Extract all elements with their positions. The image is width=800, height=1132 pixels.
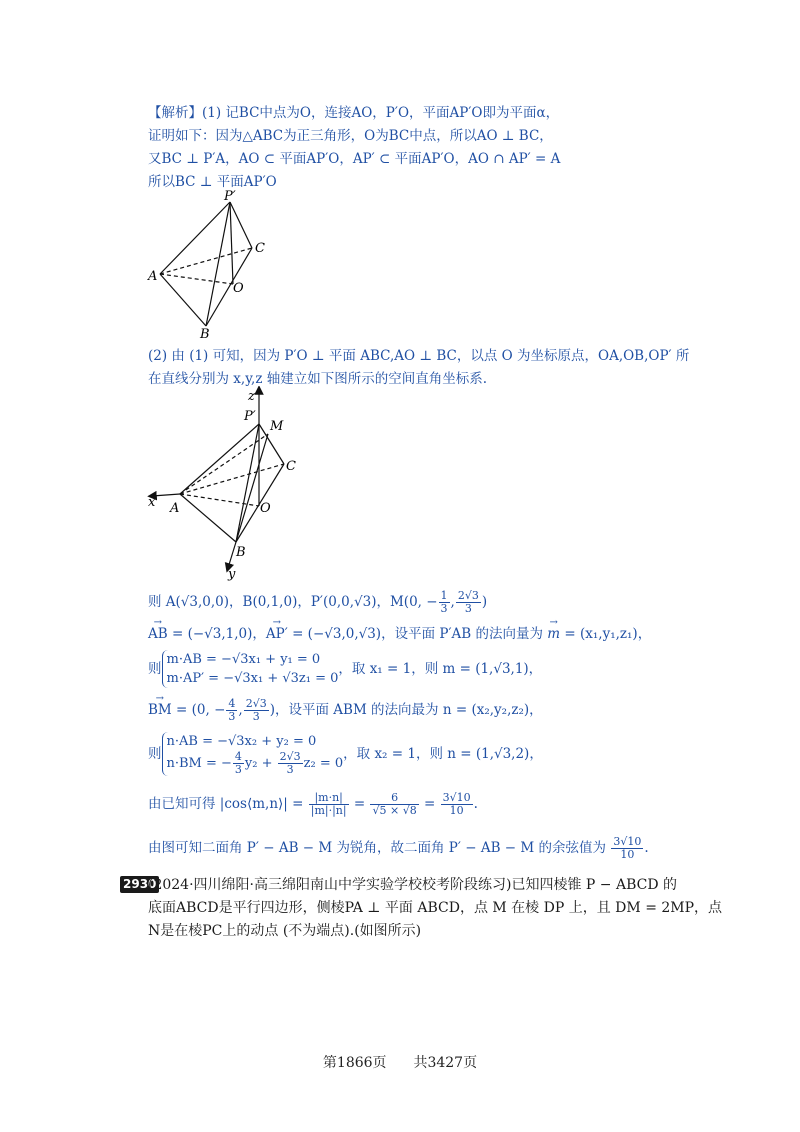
edge-pc [230, 202, 252, 248]
fraction-den: 3 [228, 710, 236, 723]
fraction-num: 2√3 [245, 697, 267, 710]
vector-bm-sep: , [238, 702, 243, 718]
vector-m: → m [547, 624, 560, 644]
system-1 [162, 650, 339, 688]
system-1-eq2: m·AP′ = −√3x₁ + √3z₁ = 0 [166, 671, 339, 686]
cos-end: . [473, 796, 478, 812]
fraction-den: 3 [464, 602, 472, 615]
fraction-den: 3 [252, 710, 260, 723]
edge-pb [206, 202, 230, 326]
fraction-den: 3 [440, 602, 448, 615]
fraction-two-root3-third [456, 590, 481, 615]
fraction-num: 2√3 [457, 589, 479, 602]
label-b: B [236, 545, 246, 560]
edge-ao [160, 274, 233, 284]
question-line-3: N是在棱PC上的动点 (不为端点).(如图所示) [148, 923, 422, 939]
coordinates-line [148, 590, 487, 615]
fraction-six [370, 792, 418, 817]
label-m: M [270, 419, 284, 434]
fraction-num: 4 [234, 750, 242, 763]
vector-bm-open: = (0, − [171, 702, 226, 718]
fraction-four-third [226, 698, 237, 723]
coords-m-close: ) [481, 594, 488, 610]
system-2-eq2 [167, 751, 344, 776]
cos-eq: = [349, 796, 370, 812]
label-p: P′ [244, 409, 256, 424]
label-z: z [248, 389, 255, 404]
eq2-part-a: n·BM = − [166, 756, 232, 771]
y-axis [228, 542, 236, 568]
edge-bc [206, 248, 252, 326]
solution-line-3: 又BC ⊥ P′A，AO ⊂ 平面AP′O，AP′ ⊂ 平面AP′O，AO ∩ AP′ = A [148, 151, 561, 167]
coords-sep: , [450, 594, 455, 610]
question-line-2: 底面ABCD是平行四边形，侧棱PA ⊥ 平面 ABCD，点 M 在棱 DP 上，且 DM = 2MP，点 [148, 900, 723, 916]
cos-eq2: = [419, 796, 440, 812]
fraction-num: 3√10 [613, 835, 642, 848]
fraction-num: 4 [228, 697, 236, 710]
system-2-result: ，取 x₂ = 1，则 n = (1,√3,2)， [343, 746, 543, 762]
final-end: . [644, 840, 649, 856]
fraction-den: |m|·|n| [310, 804, 347, 817]
system-2 [162, 732, 344, 776]
fraction-four-third [233, 751, 244, 776]
vectors-line [148, 624, 651, 644]
fraction-num: 6 [370, 792, 418, 805]
label-c: C [255, 241, 265, 256]
system-1-eq1: m·AB = −√3x₁ + y₁ = 0 [166, 652, 321, 667]
edge-ac [160, 248, 252, 274]
coordinate-figure-2 [140, 386, 310, 582]
solution-line-2: 证明如下：因为△ABC为正三角形，O为BC中点，所以AO ⊥ BC， [148, 128, 553, 144]
fraction-den: 10 [449, 804, 464, 817]
solution-line-5: (2) 由 (1) 可知，因为 P′O ⊥ 平面 ABC,AO ⊥ BC，以点 O 为坐标原点，OA,OB,OP′ 所 [148, 348, 690, 364]
fraction-num: 2√3 [279, 750, 301, 763]
label-c: C [286, 459, 296, 474]
eq2-part-b: y₂ + [244, 756, 277, 771]
final-prefix: 由图可知二面角 P′ − AB − M 为锐角，故二面角 P′ − AB − M 的余弦值为 [148, 840, 611, 856]
fraction-two-root3-third [278, 751, 303, 776]
question-number-badge: 2930 [120, 876, 159, 893]
edge-po [230, 202, 233, 284]
cos-prefix: 由已知可得 |cos⟨m,n⟩| = [148, 796, 308, 812]
fraction-den: 3 [286, 763, 294, 776]
label-a: A [148, 269, 158, 284]
system-2-eq1: n·AB = −√3x₂ + y₂ = 0 [166, 734, 317, 749]
label-o: O [233, 281, 244, 296]
solution-line-4: 所以BC ⊥ 平面AP′O [148, 174, 277, 190]
fraction-two-root3-third [244, 698, 269, 723]
system-1-result: ，取 x₁ = 1，则 m = (1,√3,1)， [338, 661, 543, 677]
vector-bm-line [148, 698, 543, 723]
page-number: 第1866页 [322, 1055, 387, 1071]
label-a: A [170, 501, 180, 516]
edge-bm [236, 434, 268, 542]
vector-ap: → AP′ [266, 624, 288, 644]
fraction-num: 1 [440, 589, 448, 602]
label-o: O [260, 501, 271, 516]
fraction-num: 3√10 [442, 791, 471, 804]
fraction-num: |m·n| [309, 792, 349, 805]
vector-m-def: = (x₁,y₁,z₁)， [560, 626, 652, 642]
system-1-line [148, 650, 542, 688]
edge-ab [160, 274, 206, 326]
vector-bm-close: )，设平面 ABM 的法向最为 n = (x₂,y₂,z₂)， [269, 702, 543, 718]
solution-line-1: 【解析】(1) 记BC中点为O，连接AO，P′O，平面AP′O即为平面α， [148, 105, 560, 121]
edge-ab [180, 494, 236, 542]
edge-pa [160, 202, 230, 274]
fraction-cos-formula [309, 792, 349, 817]
vector-bm: → BM [148, 700, 172, 720]
x-axis [152, 494, 180, 496]
tetrahedron-figure-1 [140, 188, 280, 340]
fraction-den: 3 [234, 763, 242, 776]
vector-ab: → AB [148, 624, 168, 644]
fraction-result [441, 792, 473, 817]
label-p: P′ [224, 189, 236, 204]
label-b: B [200, 327, 210, 340]
label-y: y [228, 567, 236, 582]
eq2-part-c: z₂ = 0 [303, 756, 344, 771]
coords-m-open: (0, − [403, 594, 438, 610]
system-2-line [148, 732, 543, 776]
question-line-1: (2024·四川绵阳·高三绵阳南山中学实验学校校考阶段练习)已知四棱锥 P − ABCD 的 [148, 877, 677, 893]
label-x: x [148, 495, 156, 510]
system-prefix: 则 [148, 661, 162, 677]
total-pages: 共3427页 [413, 1055, 478, 1071]
vector-ap-value: = (−√3,0,√3)，设平面 P′AB 的法向量为 [287, 626, 548, 642]
system-prefix: 则 [148, 746, 162, 762]
final-answer-line [148, 836, 649, 861]
page-footer [0, 1052, 800, 1072]
fraction-final [611, 836, 643, 861]
fraction-one-third [439, 590, 450, 615]
fraction-den: √5 × √8 [372, 804, 417, 817]
solution-line-6: 在直线分别为 x,y,z 轴建立如下图所示的空间直角坐标系. [148, 371, 488, 387]
fraction-den: 10 [620, 848, 635, 861]
cosine-line [148, 792, 478, 817]
coords-text: 则 A(√3,0,0)，B(0,1,0)，P′(0,0,√3)，M [148, 594, 404, 610]
vector-ab-value: = (−√3,1,0)， [167, 626, 266, 642]
